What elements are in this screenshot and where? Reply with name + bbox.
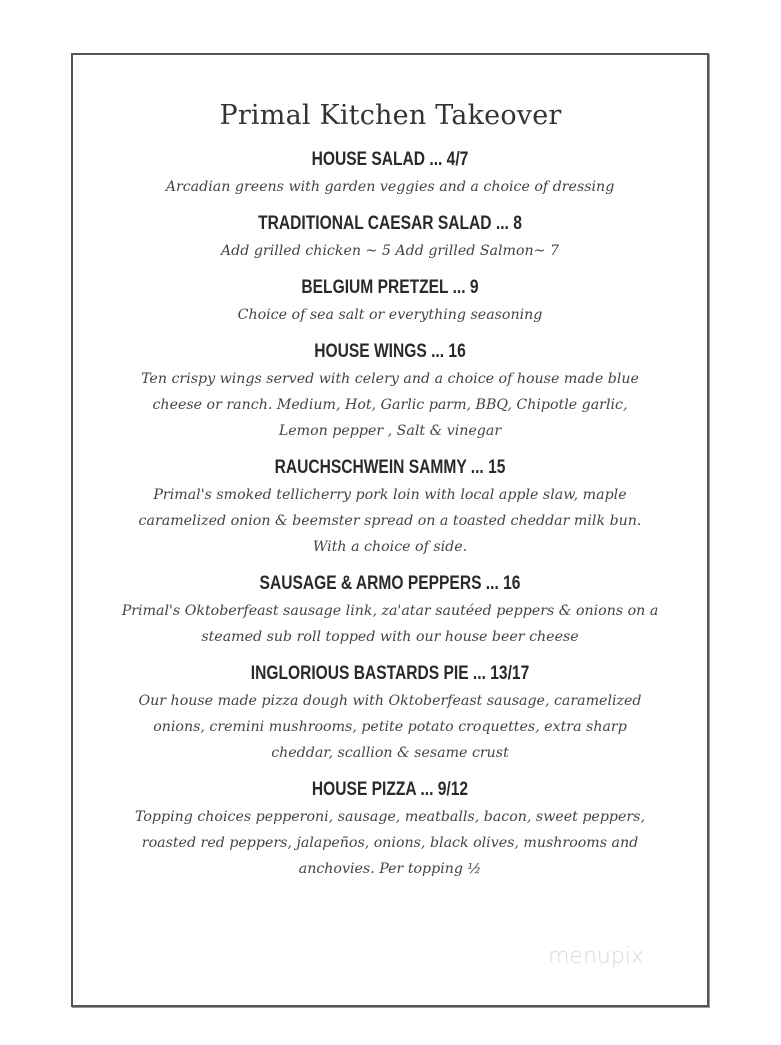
menu-item-heading: HOUSE PIZZA ... 9/12 [311, 779, 469, 800]
menu-item [100, 454, 680, 560]
menu-item [100, 274, 680, 328]
menu-item [100, 338, 680, 444]
menu-item-heading: INGLORIOUS BASTARDS PIE ... 13/17 [250, 663, 530, 684]
menu-item-description-line: steamed sub roll topped with our house beer cheese [201, 629, 579, 645]
menu-item-description-line: Primal's smoked tellicherry pork loin with local apple slaw, maple [153, 487, 627, 503]
menu-item-description-line: cheddar, scallion & sesame crust [271, 745, 509, 761]
menu-item-description-line: roasted red peppers, jalapeños, onions, black olives, mushrooms and [141, 835, 639, 851]
menu-item-description-line: Choice of sea salt or everything seasoning [237, 307, 543, 323]
menu-item-description-line: onions, cremini mushrooms, petite potato croquettes, extra sharp [153, 719, 627, 735]
menu-item-heading: TRADITIONAL CAESAR SALAD ... 8 [258, 213, 522, 234]
menu-item-description-line: Add grilled chicken ~ 5 Add grilled Salmon~ 7 [220, 243, 560, 259]
menu-item-heading: HOUSE SALAD ... 4/7 [311, 149, 469, 170]
menu-item-heading: SAUSAGE & ARMO PEPPERS ... 16 [259, 573, 521, 594]
menu-item-heading: RAUCHSCHWEIN SAMMY ... 15 [274, 457, 506, 478]
menu-item-heading: BELGIUM PRETZEL ... 9 [301, 277, 479, 298]
menu-list [100, 146, 680, 892]
menu-item-heading: HOUSE WINGS ... 16 [314, 341, 466, 362]
menu-item [100, 570, 680, 650]
menu-item-description-line: Arcadian greens with garden veggies and a choice of dressing [165, 179, 615, 195]
menu-item [100, 660, 680, 766]
menu-item-description-line: Topping choices pepperoni, sausage, meatballs, bacon, sweet peppers, [135, 809, 645, 825]
menu-item-description-line: cheese or ranch. Medium, Hot, Garlic parm, BBQ, Chipotle garlic, [152, 397, 628, 413]
menu-item [100, 146, 680, 200]
menu-title: Primal Kitchen Takeover [219, 100, 562, 131]
menu-item-description-line: Ten crispy wings served with celery and a choice of house made blue [141, 371, 639, 387]
menu-item-description-line: Our house made pizza dough with Oktoberfeast sausage, caramelized [138, 693, 642, 709]
menu-item [100, 776, 680, 882]
menu-item-description-line: With a choice of side. [312, 539, 468, 555]
menu-item-description-line: anchovies. Per topping ½ [298, 861, 482, 877]
menu-item-description-line: Lemon pepper , Salt & vinegar [278, 423, 502, 439]
menu-item-description-line: caramelized onion & beemster spread on a toasted cheddar milk bun. [138, 513, 642, 529]
menu-item [100, 210, 680, 264]
watermark-logo: menupix [548, 944, 644, 969]
menu-item-description-line: Primal's Oktoberfeast sausage link, za'atar sautéed peppers & onions on a [121, 603, 659, 619]
